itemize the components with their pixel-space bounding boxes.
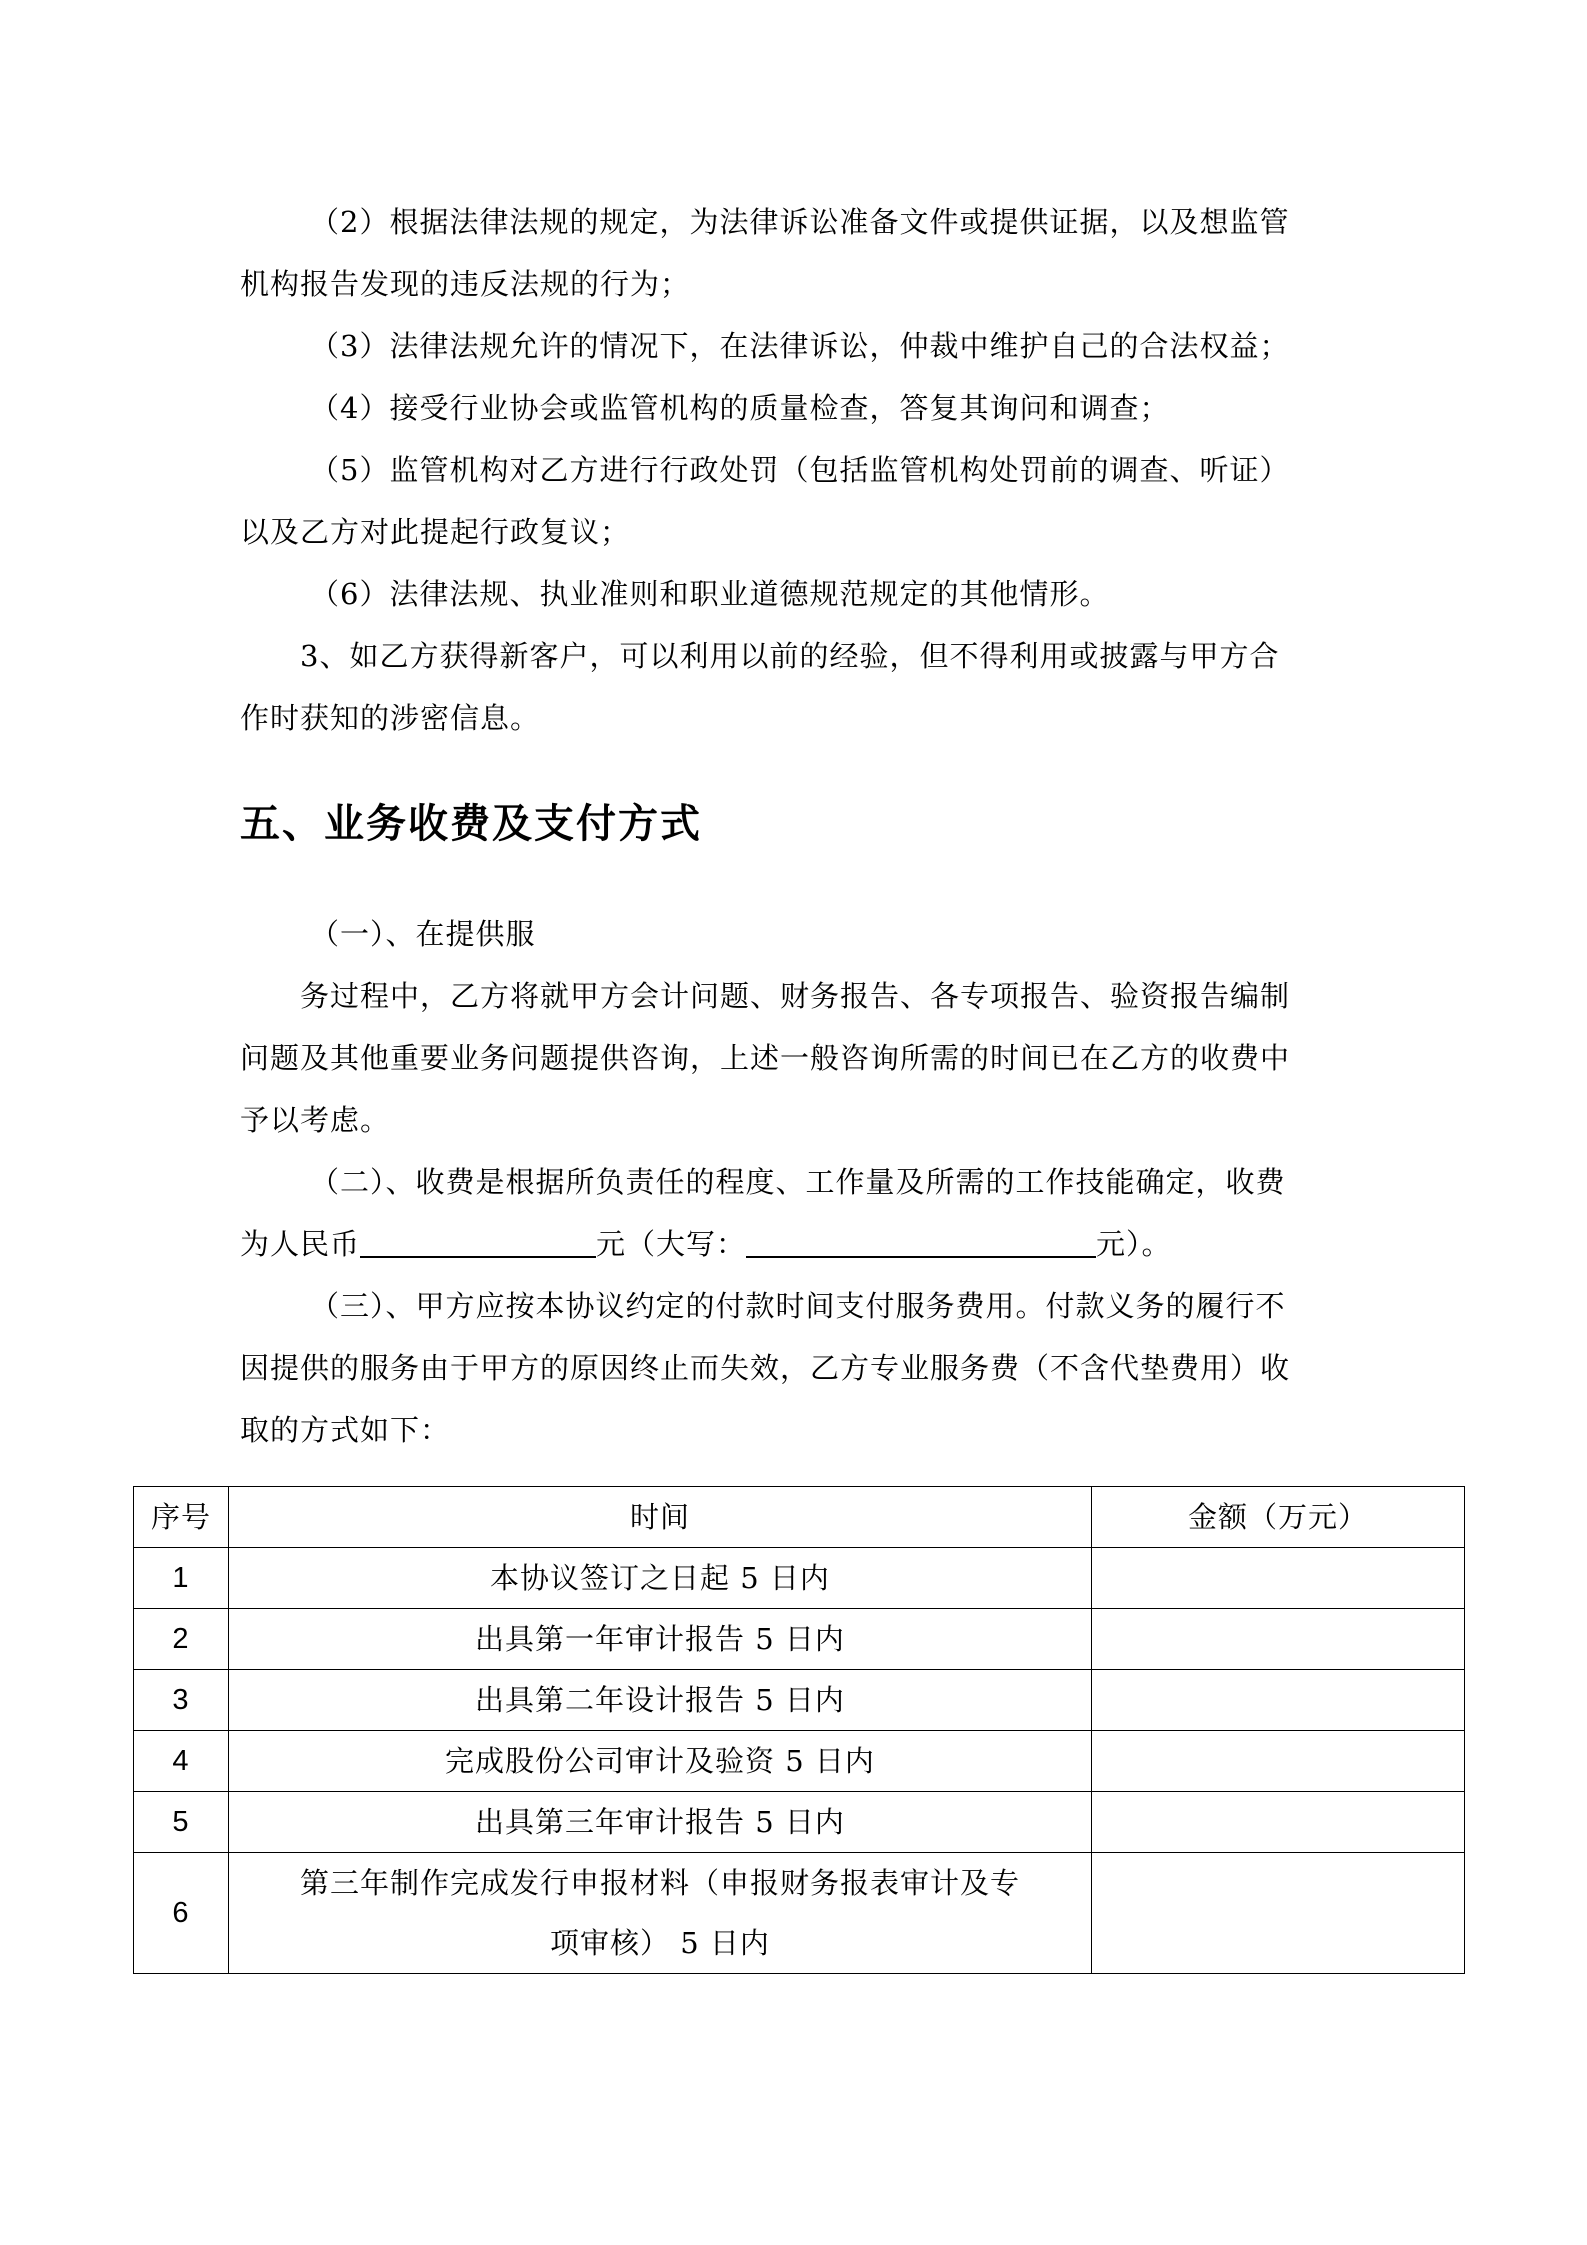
row-seq: 4: [134, 1731, 229, 1792]
clause-4: （4）接受行业协会或监管机构的质量检查，答复其询问和调查；: [310, 391, 1170, 425]
row-seq: 2: [134, 1609, 229, 1670]
subsection-3-line-2: 因提供的服务由于甲方的原因终止而失效，乙方专业服务费（不含代垫费用）收: [240, 1351, 1291, 1385]
item-3-line-1: 3、如乙方获得新客户，可以利用以前的经验，但不得利用或披露与甲方合: [300, 639, 1280, 673]
row-seq: 6: [134, 1853, 229, 1974]
table-row: [134, 1670, 1465, 1731]
row-amount: [1092, 1853, 1465, 1974]
row-time: [229, 1853, 1092, 1974]
header-amount: 金额（万元）: [1092, 1487, 1465, 1548]
row-amount: [1092, 1548, 1465, 1609]
row-time: 完成股份公司审计及验资 5 日内: [229, 1731, 1092, 1792]
section-heading: 五、业务收费及支付方式: [240, 801, 702, 847]
table-row: [134, 1731, 1465, 1792]
row-time-line-2: 项审核） 5 日内: [550, 1926, 770, 1960]
subsection-3-line-3: 取的方式如下：: [240, 1413, 451, 1447]
row-amount: [1092, 1731, 1465, 1792]
subsection-2-line-1: （二）、收费是根据所负责任的程度、工作量及所需的工作技能确定，收费: [310, 1165, 1286, 1199]
row-seq: 1: [134, 1548, 229, 1609]
subsection-1-line-1: （一）、在提供服: [310, 917, 536, 951]
fee-uppercase-blank: [746, 1226, 1096, 1258]
header-seq: 序号: [134, 1487, 229, 1548]
subsection-1-line-2: 务过程中，乙方将就甲方会计问题、财务报告、各专项报告、验资报告编制: [300, 979, 1291, 1013]
clause-2-line-2: 机构报告发现的违反法规的行为；: [240, 267, 691, 301]
row-time: 出具第三年审计报告 5 日内: [229, 1792, 1092, 1853]
clause-6: （6）法律法规、执业准则和职业道德规范规定的其他情形。: [310, 577, 1110, 611]
table-header-row: [134, 1487, 1465, 1548]
subsection-3-line-1: （三）、甲方应按本协议约定的付款时间支付服务费用。付款义务的履行不: [310, 1289, 1286, 1323]
subsection-1-line-3: 问题及其他重要业务问题提供咨询，上述一般咨询所需的时间已在乙方的收费中: [240, 1041, 1291, 1075]
table-row: [134, 1609, 1465, 1670]
clause-5-line-1: （5）监管机构对乙方进行行政处罚（包括监管机构处罚前的调查、听证）: [310, 453, 1290, 487]
fee-amount-blank: [360, 1226, 596, 1258]
row-amount: [1092, 1792, 1465, 1853]
row-amount: [1092, 1609, 1465, 1670]
header-time: 时间: [229, 1487, 1092, 1548]
fee-uppercase-label: 元（大写：: [596, 1227, 747, 1261]
row-time: 出具第一年审计报告 5 日内: [229, 1609, 1092, 1670]
payment-schedule-table: [133, 1486, 1465, 1974]
row-seq: 5: [134, 1792, 229, 1853]
subsection-1-line-4: 予以考虑。: [240, 1103, 391, 1137]
fee-suffix: 元）。: [1096, 1227, 1172, 1261]
row-seq: 3: [134, 1670, 229, 1731]
table-row: [134, 1792, 1465, 1853]
clause-2-line-1: （2）根据法律法规的规定，为法律诉讼准备文件或提供证据，以及想监管: [310, 205, 1290, 239]
row-time: 本协议签订之日起 5 日内: [229, 1548, 1092, 1609]
row-amount: [1092, 1670, 1465, 1731]
fee-prefix: 为人民币: [240, 1227, 361, 1261]
row-time: 出具第二年设计报告 5 日内: [229, 1670, 1092, 1731]
clause-5-line-2: 以及乙方对此提起行政复议；: [240, 515, 631, 549]
row-time-line-1: 第三年制作完成发行申报材料（申报财务报表审计及专: [299, 1866, 1020, 1900]
table-row: [134, 1853, 1465, 1974]
table-row: [134, 1548, 1465, 1609]
item-3-line-2: 作时获知的涉密信息。: [240, 701, 541, 735]
subsection-2-line-2: [240, 1224, 1172, 1264]
clause-3: （3）法律法规允许的情况下，在法律诉讼，仲裁中维护自己的合法权益；: [310, 329, 1290, 363]
